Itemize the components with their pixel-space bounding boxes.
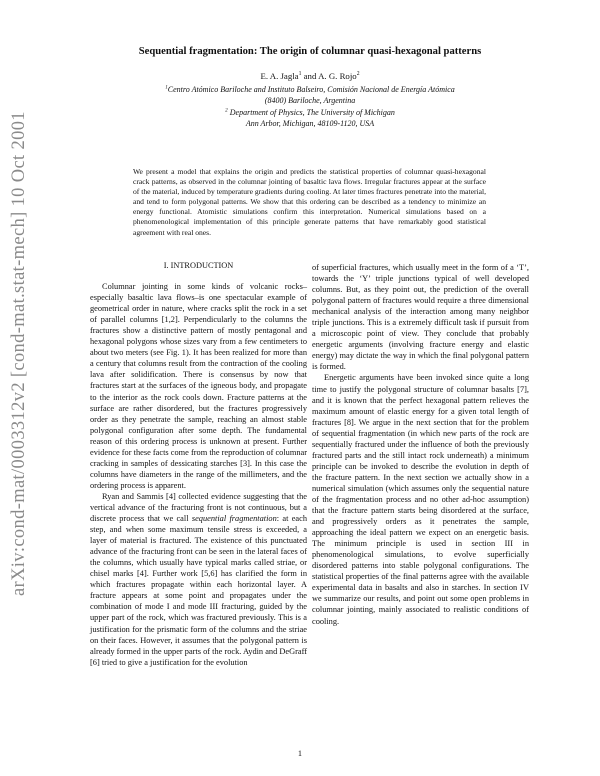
left-column: [90, 256, 307, 668]
author-connector: and: [301, 71, 319, 81]
emphasized-term: sequential fragmentation: [191, 514, 277, 524]
author-line: [60, 71, 560, 81]
affiliation-1-line-1: [60, 85, 560, 94]
affiliation-mark: 1: [298, 71, 302, 78]
affiliation-mark: 2: [225, 107, 228, 114]
paper-title: Sequential fragmentation: The origin of columnar quasi-hexagonal patterns: [138, 46, 482, 57]
text-run: Ryan and Sammis [4] collected evidence suggesting that the vertical advance of the fracturing front is not continuous, but a discrete process that we call: [90, 491, 307, 524]
paragraph: Columnar jointing in some kinds of volcanic rocks–especially basaltic lava flows–is one spectacular example of geometrical order in nature, where cracks split the rock in a set of parallel columns [1,2]. Perpendicularly to the columns the fractures show a distinctive pattern of mostly pentagonal and hexagonal polygons whose sizes vary from a few centimeters to about two meters (see Fig. 1). It has been realized for more than a century that columns result from the contraction of the cooling lava after solidification. There is consensus by now that fractures start at the surfaces of the igneous body, and propagate to the interior as the rock cools down. Fracture patterns at the surface are rather disordered, but the fractures progressively order as they penetrate the sample, reaching an almost stable polygonal configuration after some depth. The fundamental reason of this ordering process is unknown at present. Further evidence for these facts come from the reproduction of columnar cracking in samples of dessicating starches [3]. In this case the columns have diameters in the range of the millimeters, and the ordering process is apparent.: [90, 282, 307, 490]
affiliation-2-line-2: Ann Arbor, Michigan, 48109-1120, USA: [245, 119, 375, 128]
paragraph: [90, 491, 307, 668]
affiliation-1-line-2: (8400) Bariloche, Argentina: [264, 96, 356, 105]
abstract: We present a model that explains the origin and predicts the statistical properties of columnar quasi-hexagonal crack patterns, as observed in the columnar jointing of basaltic lava flows. Irregular fractures appear at the surface of the material, induced by temperature gradients during cooling. At later times fractures penetrate into the material, and tend to form polygonal patterns. We show that this ordering can be described as a tendency to minimize an energy functional. Atomistic simulations confirm this interpretation. Numerical simulations based on a phenomenological implementation of this principle generate patterns that have remarkably good statistical agreement with real ones.: [133, 167, 486, 237]
author-name: A. G. Rojo: [318, 71, 357, 81]
affiliation-2-line-1: [60, 108, 560, 117]
author-name: E. A. Jagla: [260, 71, 299, 81]
arxiv-identifier: arXiv:cond-mat/0003312v2 [cond-mat.stat-mech] 10 Oct 2001: [9, 111, 29, 596]
paragraph: of superficial fractures, which usually meet in the form of a ‘T’, towards the ‘Y’ triple junctions typical of well developed columns. But, as they point out, the prediction of the overall polygonal pattern of fractures would require a three dimensional mechanical analysis of the interaction among many neighbor triple junctions. This is a extremely difficult task if pursuit from a microscopic point of view. They conclude that probably energetic arguments (involving fracture energy and elastic energy) may dictate the way in which the final polygonal pattern is formed.: [312, 263, 529, 372]
right-column: [312, 262, 529, 627]
section-heading: I. INTRODUCTION: [163, 261, 234, 270]
affiliation-mark: 1: [165, 84, 168, 91]
affiliation-text: Centro Atómico Bariloche and Instituto Balseiro, Comisión Nacional de Energía Atómica: [167, 85, 455, 94]
text-run: : at each step, and when some maximum tensile stress is exceeded, a layer of material is fractured. The existence of this punctuated advance of the fracturing front can be seen in the lateral faces of the columns, which usually have typical marks called striae, or chisel marks [4]. Further work [5,6] has clarified the form in which fractures propagate within each horizontal layer. A fracture appears at some point and propagates under the combination of mode I and mode III fracturing, guided by the upper part of the rock, which was fractured previously. This is a justification for the prismatic form of the columns and the striae on their faces. However, it assumes that the polygonal pattern is already formed in the upper parts of the rock. Aydin and DeGraff [6] tried to give a justification for the evolution: [90, 514, 308, 667]
page-number: 1: [297, 749, 303, 758]
paragraph: Energetic arguments have been invoked since quite a long time to justify the polygonal structure of columnar basalts [7], and it is known that the perfect hexagonal pattern relieves the maximum amount of elastic energy for a given total length of fractures [8]. We argue in the next section that for the problem of sequential fragmentation (in which new parts of the rock are sequentially fractured under the influence of both the previously fractured parts and the still intact rock underneath) a minimum principle can be invoked to describe the evolution in depth of the fracture pattern. In the next section we actually show in a numerical simulation (which assumes only the sequential nature of the fragmentation process and no other ad-hoc assumption) that the fracture pattern starts being disordered at the surface, and progressively orders as it penetrates the sample, approaching the ideal pattern we expect on an energetic basis. The minimum principle is used in section III in phenomenological simulations, to evolve superficially disordered patterns into stable polygonal configurations. The statistical properties of the final patterns agree with the available experimental data in basalts and also in starches. In section IV we summarize our results, and point out some open problems in columnar jointing, mainly associated to realistic conditions of cooling.: [312, 373, 529, 626]
affiliation-mark: 2: [356, 71, 360, 78]
affiliation-text: Department of Physics, The University of Michigan: [227, 108, 395, 117]
